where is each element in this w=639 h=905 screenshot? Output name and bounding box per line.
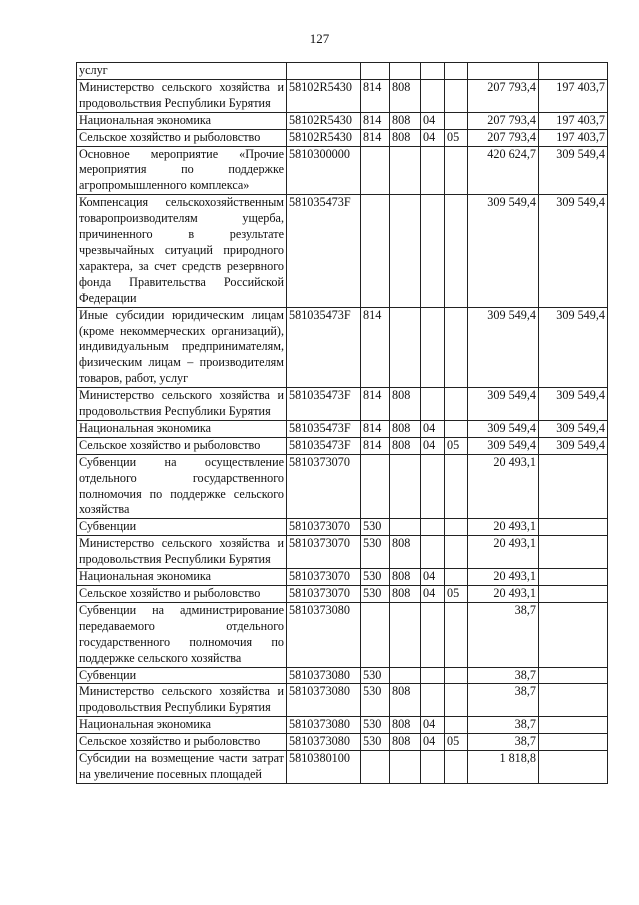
ministry-code-cell — [390, 667, 421, 684]
section-code-cell: 04 — [421, 112, 445, 129]
row-name-cell: Министерство сельского хозяйства и продовольствия Республики Бурятия — [77, 536, 287, 569]
target-code-cell: 5810300000 — [287, 146, 361, 195]
row-name-cell: услуг — [77, 63, 287, 80]
amount-2-cell: 309 549,4 — [539, 195, 608, 307]
row-name-cell: Национальная экономика — [77, 569, 287, 586]
amount-2-cell — [539, 586, 608, 603]
section-code-cell — [421, 63, 445, 80]
row-name-cell: Основное мероприятие «Прочие мероприятия по поддержке агропромышленного комплекса» — [77, 146, 287, 195]
amount-1-cell: 309 549,4 — [468, 437, 539, 454]
ministry-code-cell — [390, 195, 421, 307]
subsection-code-cell: 05 — [445, 586, 468, 603]
table-row — [77, 602, 608, 667]
section-code-cell: 04 — [421, 569, 445, 586]
target-code-cell: 5810373080 — [287, 734, 361, 751]
subsection-code-cell — [445, 388, 468, 421]
ministry-code-cell — [390, 307, 421, 388]
amount-1-cell: 38,7 — [468, 734, 539, 751]
ministry-code-cell: 808 — [390, 437, 421, 454]
table-row — [77, 667, 608, 684]
amount-2-cell — [539, 569, 608, 586]
budget-table — [76, 62, 608, 784]
subsection-code-cell — [445, 307, 468, 388]
amount-2-cell: 197 403,7 — [539, 129, 608, 146]
ministry-code-cell: 808 — [390, 112, 421, 129]
target-code-cell: 58102R5430 — [287, 112, 361, 129]
expense-type-cell — [361, 454, 390, 519]
target-code-cell: 581035473F — [287, 437, 361, 454]
table-row — [77, 437, 608, 454]
target-code-cell: 5810373070 — [287, 569, 361, 586]
row-name-cell: Сельское хозяйство и рыболовство — [77, 129, 287, 146]
amount-1-cell: 20 493,1 — [468, 454, 539, 519]
subsection-code-cell — [445, 717, 468, 734]
amount-1-cell: 309 549,4 — [468, 420, 539, 437]
section-code-cell — [421, 388, 445, 421]
section-code-cell — [421, 307, 445, 388]
section-code-cell — [421, 536, 445, 569]
subsection-code-cell — [445, 751, 468, 784]
expense-type-cell — [361, 602, 390, 667]
section-code-cell: 04 — [421, 586, 445, 603]
table-row — [77, 519, 608, 536]
amount-1-cell — [468, 63, 539, 80]
section-code-cell — [421, 667, 445, 684]
target-code-cell — [287, 63, 361, 80]
row-name-cell: Сельское хозяйство и рыболовство — [77, 734, 287, 751]
target-code-cell: 5810373080 — [287, 684, 361, 717]
subsection-code-cell — [445, 63, 468, 80]
expense-type-cell: 814 — [361, 420, 390, 437]
table-row — [77, 79, 608, 112]
amount-2-cell — [539, 734, 608, 751]
ministry-code-cell: 808 — [390, 717, 421, 734]
expense-type-cell: 530 — [361, 536, 390, 569]
ministry-code-cell — [390, 519, 421, 536]
page-number: 127 — [309, 31, 330, 46]
amount-1-cell: 20 493,1 — [468, 519, 539, 536]
amount-2-cell — [539, 536, 608, 569]
target-code-cell: 581035473F — [287, 195, 361, 307]
subsection-code-cell — [445, 536, 468, 569]
expense-type-cell — [361, 146, 390, 195]
table-row — [77, 454, 608, 519]
row-name-cell: Национальная экономика — [77, 717, 287, 734]
amount-1-cell: 420 624,7 — [468, 146, 539, 195]
section-code-cell — [421, 146, 445, 195]
amount-2-cell: 309 549,4 — [539, 388, 608, 421]
table-row — [77, 420, 608, 437]
expense-type-cell — [361, 63, 390, 80]
amount-1-cell: 309 549,4 — [468, 195, 539, 307]
subsection-code-cell: 05 — [445, 437, 468, 454]
amount-2-cell: 309 549,4 — [539, 307, 608, 388]
amount-2-cell — [539, 454, 608, 519]
section-code-cell — [421, 751, 445, 784]
section-code-cell — [421, 602, 445, 667]
amount-2-cell — [539, 519, 608, 536]
subsection-code-cell — [445, 684, 468, 717]
table-row — [77, 388, 608, 421]
row-name-cell: Сельское хозяйство и рыболовство — [77, 437, 287, 454]
amount-1-cell: 309 549,4 — [468, 307, 539, 388]
ministry-code-cell — [390, 751, 421, 784]
ministry-code-cell — [390, 63, 421, 80]
amount-1-cell: 20 493,1 — [468, 586, 539, 603]
row-name-cell: Компенсация сельскохозяйственным товаропроизводителям ущерба, причиненного в результате чрезвычайных ситуаций природного характера, за счет средств резервного фонда Правительства Российской Федерации — [77, 195, 287, 307]
row-name-cell: Субвенции на администрирование передаваемого отдельного государственного полномочия по поддержке сельского хозяйства — [77, 602, 287, 667]
target-code-cell: 5810373070 — [287, 454, 361, 519]
ministry-code-cell: 808 — [390, 586, 421, 603]
table-row — [77, 751, 608, 784]
table-row — [77, 684, 608, 717]
row-name-cell: Иные субсидии юридическим лицам (кроме некоммерческих организаций), индивидуальным предпринимателям, физическим лицам – производителям товаров, работ, услуг — [77, 307, 287, 388]
table-row — [77, 112, 608, 129]
amount-2-cell — [539, 717, 608, 734]
expense-type-cell: 530 — [361, 667, 390, 684]
amount-1-cell: 20 493,1 — [468, 569, 539, 586]
amount-1-cell: 207 793,4 — [468, 112, 539, 129]
ministry-code-cell: 808 — [390, 420, 421, 437]
ministry-code-cell — [390, 146, 421, 195]
subsection-code-cell — [445, 420, 468, 437]
expense-type-cell: 530 — [361, 717, 390, 734]
row-name-cell: Субвенции — [77, 667, 287, 684]
amount-2-cell — [539, 602, 608, 667]
expense-type-cell: 530 — [361, 684, 390, 717]
target-code-cell: 5810373080 — [287, 602, 361, 667]
amount-1-cell: 38,7 — [468, 684, 539, 717]
section-code-cell — [421, 519, 445, 536]
row-name-cell: Министерство сельского хозяйства и продовольствия Республики Бурятия — [77, 684, 287, 717]
subsection-code-cell — [445, 602, 468, 667]
ministry-code-cell — [390, 454, 421, 519]
section-code-cell: 04 — [421, 420, 445, 437]
expense-type-cell: 530 — [361, 734, 390, 751]
amount-2-cell: 197 403,7 — [539, 79, 608, 112]
section-code-cell: 04 — [421, 717, 445, 734]
amount-2-cell — [539, 667, 608, 684]
expense-type-cell: 814 — [361, 388, 390, 421]
expense-type-cell: 530 — [361, 586, 390, 603]
target-code-cell: 5810380100 — [287, 751, 361, 784]
amount-2-cell: 309 549,4 — [539, 420, 608, 437]
table-body — [77, 63, 608, 784]
subsection-code-cell — [445, 667, 468, 684]
expense-type-cell: 814 — [361, 437, 390, 454]
target-code-cell: 581035473F — [287, 420, 361, 437]
target-code-cell: 581035473F — [287, 307, 361, 388]
ministry-code-cell: 808 — [390, 569, 421, 586]
target-code-cell: 5810373080 — [287, 717, 361, 734]
amount-2-cell: 309 549,4 — [539, 437, 608, 454]
ministry-code-cell: 808 — [390, 536, 421, 569]
target-code-cell: 58102R5430 — [287, 129, 361, 146]
table-row — [77, 146, 608, 195]
section-code-cell: 04 — [421, 437, 445, 454]
row-name-cell: Национальная экономика — [77, 112, 287, 129]
amount-1-cell: 38,7 — [468, 717, 539, 734]
subsection-code-cell — [445, 454, 468, 519]
target-code-cell: 58102R5430 — [287, 79, 361, 112]
table-row — [77, 569, 608, 586]
amount-1-cell: 38,7 — [468, 667, 539, 684]
section-code-cell — [421, 684, 445, 717]
expense-type-cell: 814 — [361, 112, 390, 129]
target-code-cell: 5810373070 — [287, 586, 361, 603]
table-row — [77, 195, 608, 307]
table-row — [77, 307, 608, 388]
expense-type-cell: 814 — [361, 129, 390, 146]
section-code-cell — [421, 79, 445, 112]
table-row — [77, 717, 608, 734]
table-row — [77, 129, 608, 146]
amount-2-cell: 309 549,4 — [539, 146, 608, 195]
expense-type-cell — [361, 751, 390, 784]
row-name-cell: Министерство сельского хозяйства и продовольствия Республики Бурятия — [77, 388, 287, 421]
amount-1-cell: 20 493,1 — [468, 536, 539, 569]
amount-1-cell: 207 793,4 — [468, 129, 539, 146]
row-name-cell: Субвенции на осуществление отдельного государственного полномочия по поддержке сельского хозяйства — [77, 454, 287, 519]
target-code-cell: 5810373070 — [287, 536, 361, 569]
table-row — [77, 536, 608, 569]
target-code-cell: 581035473F — [287, 388, 361, 421]
expense-type-cell: 814 — [361, 307, 390, 388]
section-code-cell — [421, 195, 445, 307]
target-code-cell: 5810373080 — [287, 667, 361, 684]
subsection-code-cell — [445, 195, 468, 307]
section-code-cell: 04 — [421, 129, 445, 146]
amount-2-cell — [539, 684, 608, 717]
ministry-code-cell: 808 — [390, 684, 421, 717]
expense-type-cell: 530 — [361, 569, 390, 586]
subsection-code-cell — [445, 146, 468, 195]
expense-type-cell: 530 — [361, 519, 390, 536]
subsection-code-cell — [445, 112, 468, 129]
subsection-code-cell — [445, 79, 468, 112]
row-name-cell: Субсидии на возмещение части затрат на увеличение посевных площадей — [77, 751, 287, 784]
subsection-code-cell: 05 — [445, 734, 468, 751]
amount-2-cell — [539, 63, 608, 80]
amount-1-cell: 38,7 — [468, 602, 539, 667]
row-name-cell: Субвенции — [77, 519, 287, 536]
ministry-code-cell: 808 — [390, 129, 421, 146]
amount-2-cell: 197 403,7 — [539, 112, 608, 129]
row-name-cell: Министерство сельского хозяйства и продовольствия Республики Бурятия — [77, 79, 287, 112]
ministry-code-cell: 808 — [390, 734, 421, 751]
table-row — [77, 734, 608, 751]
subsection-code-cell — [445, 519, 468, 536]
row-name-cell: Национальная экономика — [77, 420, 287, 437]
target-code-cell: 5810373070 — [287, 519, 361, 536]
amount-1-cell: 207 793,4 — [468, 79, 539, 112]
ministry-code-cell: 808 — [390, 79, 421, 112]
expense-type-cell — [361, 195, 390, 307]
amount-2-cell — [539, 751, 608, 784]
section-code-cell — [421, 454, 445, 519]
amount-1-cell: 1 818,8 — [468, 751, 539, 784]
table-row — [77, 586, 608, 603]
table-row — [77, 63, 608, 80]
row-name-cell: Сельское хозяйство и рыболовство — [77, 586, 287, 603]
subsection-code-cell: 05 — [445, 129, 468, 146]
ministry-code-cell — [390, 602, 421, 667]
section-code-cell: 04 — [421, 734, 445, 751]
ministry-code-cell: 808 — [390, 388, 421, 421]
expense-type-cell: 814 — [361, 79, 390, 112]
subsection-code-cell — [445, 569, 468, 586]
amount-1-cell: 309 549,4 — [468, 388, 539, 421]
